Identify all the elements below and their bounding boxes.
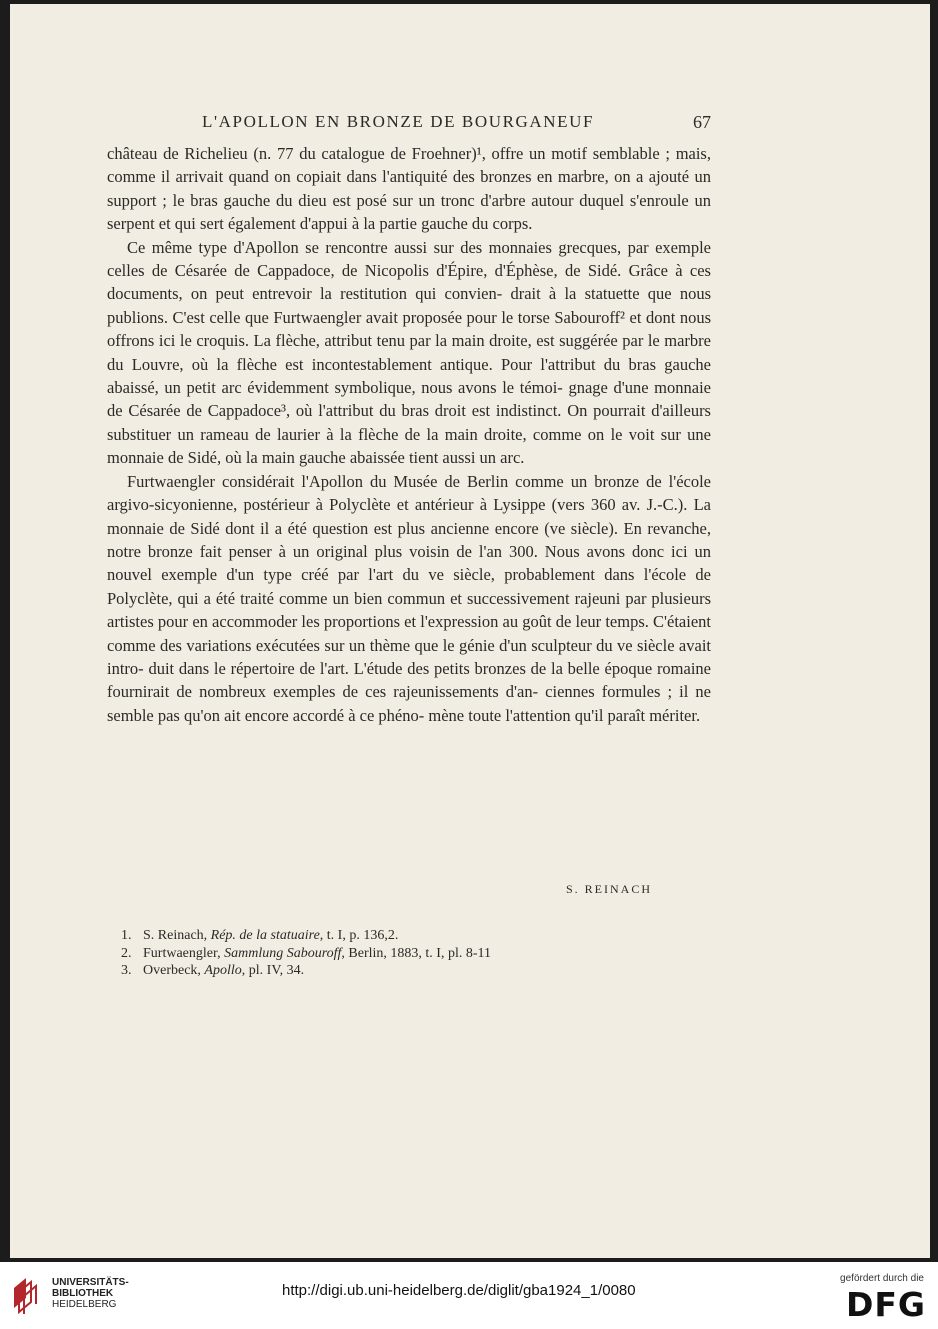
text-line: drait à la statuette que nous publions. C'est celle que Furtwaengler avait [107,284,711,327]
footnote-text: Overbeck, [143,963,205,978]
footnote [121,962,681,980]
text-line: château de Richelieu (n. 77 du catalogue de Froehner)¹, offre un motif [107,144,593,163]
footnotes [121,927,681,980]
text-line: duit dans le répertoire de l'art. L'étude des petits bronzes de la belle époque [148,658,657,678]
text-line: mène toute l'attention qu'il paraît mériter. [428,705,701,725]
text-line: romaine fournirait de nombreux exemples de ces rajeunissements d'an- [107,658,711,702]
footnote-text: , t. I, p. 136,2. [319,928,399,943]
footnote-text: S. Reinach, [143,928,211,943]
text-line: gauche abaissé, un petit arc évidemment symbolique, nous avons le témoi- [107,354,712,398]
paragraph [107,470,711,727]
footnote-number: 3. [121,963,132,978]
footnote-number: 2. [121,945,132,961]
footnote-text: , Berlin, 1883, t. I, pl. 8-11 [341,945,491,961]
text-line: flèche de la main droite, comme on le voit sur une monnaie de Sidé, où la [107,424,711,468]
university-library-logo-icon [10,1274,46,1314]
text-line: Louvre, où la flèche est incontestablement antique. Pour l'attribut du bras [131,354,665,374]
text-line: flèche, attribut tenu par la main droite, est suggérée par le marbre du [107,331,711,374]
footnote-title: Sammlung Sabouroff [224,945,342,961]
footnote-number: 1. [121,928,132,943]
text-line: est indistinct. On pourrait d'ailleurs substituer un rameau de laurier à la [107,401,711,444]
text-line: main gauche abaissée tient aussi un arc. [261,448,525,468]
institution-line: UNIVERSITÄTS- [52,1277,129,1288]
text-line: ciennes formules ; il ne semble pas qu'on ait encore accordé à ce phéno- [107,682,711,725]
viewer-footer [0,1262,938,1329]
text-line: Ce même type d'Apollon se rencontre aussi sur des monnaies grecques, [127,237,628,257]
footnote-title: Rép. de la statuaire [210,928,320,943]
paragraph [107,142,711,236]
text-line: original plus voisin de l'an 300. Nous avons donc ici un nouvel exemple [107,541,711,585]
author-signature: S. REINACH [566,882,653,896]
permalink-url[interactable]: http://digi.ub.uni-heidelberg.de/diglit/gba1924_1/0080 [282,1282,636,1299]
footnote-text: , pl. IV, 34. [241,963,305,978]
text-line: de l'école argivo-sicyonienne, postérieur à Polyclète et antérieur à Lysippe [107,471,711,515]
text-line: ancienne encore (ve siècle). En revanche, notre bronze fait penser à un [107,518,712,561]
institution-line: HEIDELBERG [52,1299,117,1310]
text-line: l'expression au goût de leur temps. C'étaient comme des variations [107,612,712,655]
university-library-name [52,1277,129,1310]
paragraph [107,236,711,470]
footnote-title: Apollo [204,963,242,978]
footnote [121,945,681,963]
dfg-logo: DFG [845,1285,926,1324]
text-line: d'un type créé par l'art du ve siècle, probablement dans l'école de [226,565,712,585]
article-body [107,142,711,727]
text-line: (vers 360 av. J.-C.). La monnaie de Sidé dont il a été question est plus [107,495,711,538]
text-line: proposée pour le torse Sabouroff² et dont nous offrons ici le croquis. La [107,307,711,351]
text-line: Furtwaengler considérait l'Apollon du Musée de Berlin comme un bronze [127,471,647,491]
text-line: sur un tronc d'arbre autour duquel s'enroule un serpent et qui sert également [107,190,712,234]
text-line: exécutées sur un thème que le génie d'un sculpteur du ve siècle avait intro- [107,635,711,678]
text-line: d'appui à la partie gauche du corps. [299,214,533,234]
text-line: de Sidé. Grâce à ces documents, on peut entrevoir la restitution qui convien- [107,261,711,304]
text-line: bronzes en marbre, on a ajouté un support ; le bras gauche du dieu est posé [107,167,711,210]
text-line: Polyclète, qui a été traité comme un bien commun et successivement [107,588,575,608]
sponsor-caption: gefördert durch die [840,1273,924,1284]
page-number: 67 [693,112,711,132]
text-line: rajeuni par plusieurs artistes pour en accommoder les proportions et [107,588,711,632]
footnote [121,927,681,945]
text-line: semblable ; mais, comme il arrivait quand on copiait dans l'antiquité des [107,144,711,187]
institution-line: BIBLIOTHEK [52,1288,114,1299]
text-line: gnage d'une monnaie de Césarée de Cappadoce³, où l'attribut du bras droit [107,378,711,421]
text-line: par exemple celles de Césarée de Cappadoce, de Nicopolis d'Épire, d'Éphèse, [107,237,711,281]
footnote-text: Furtwaengler, [143,945,225,961]
running-head-title: L'APOLLON EN BRONZE DE BOURGANEUF [202,112,595,131]
